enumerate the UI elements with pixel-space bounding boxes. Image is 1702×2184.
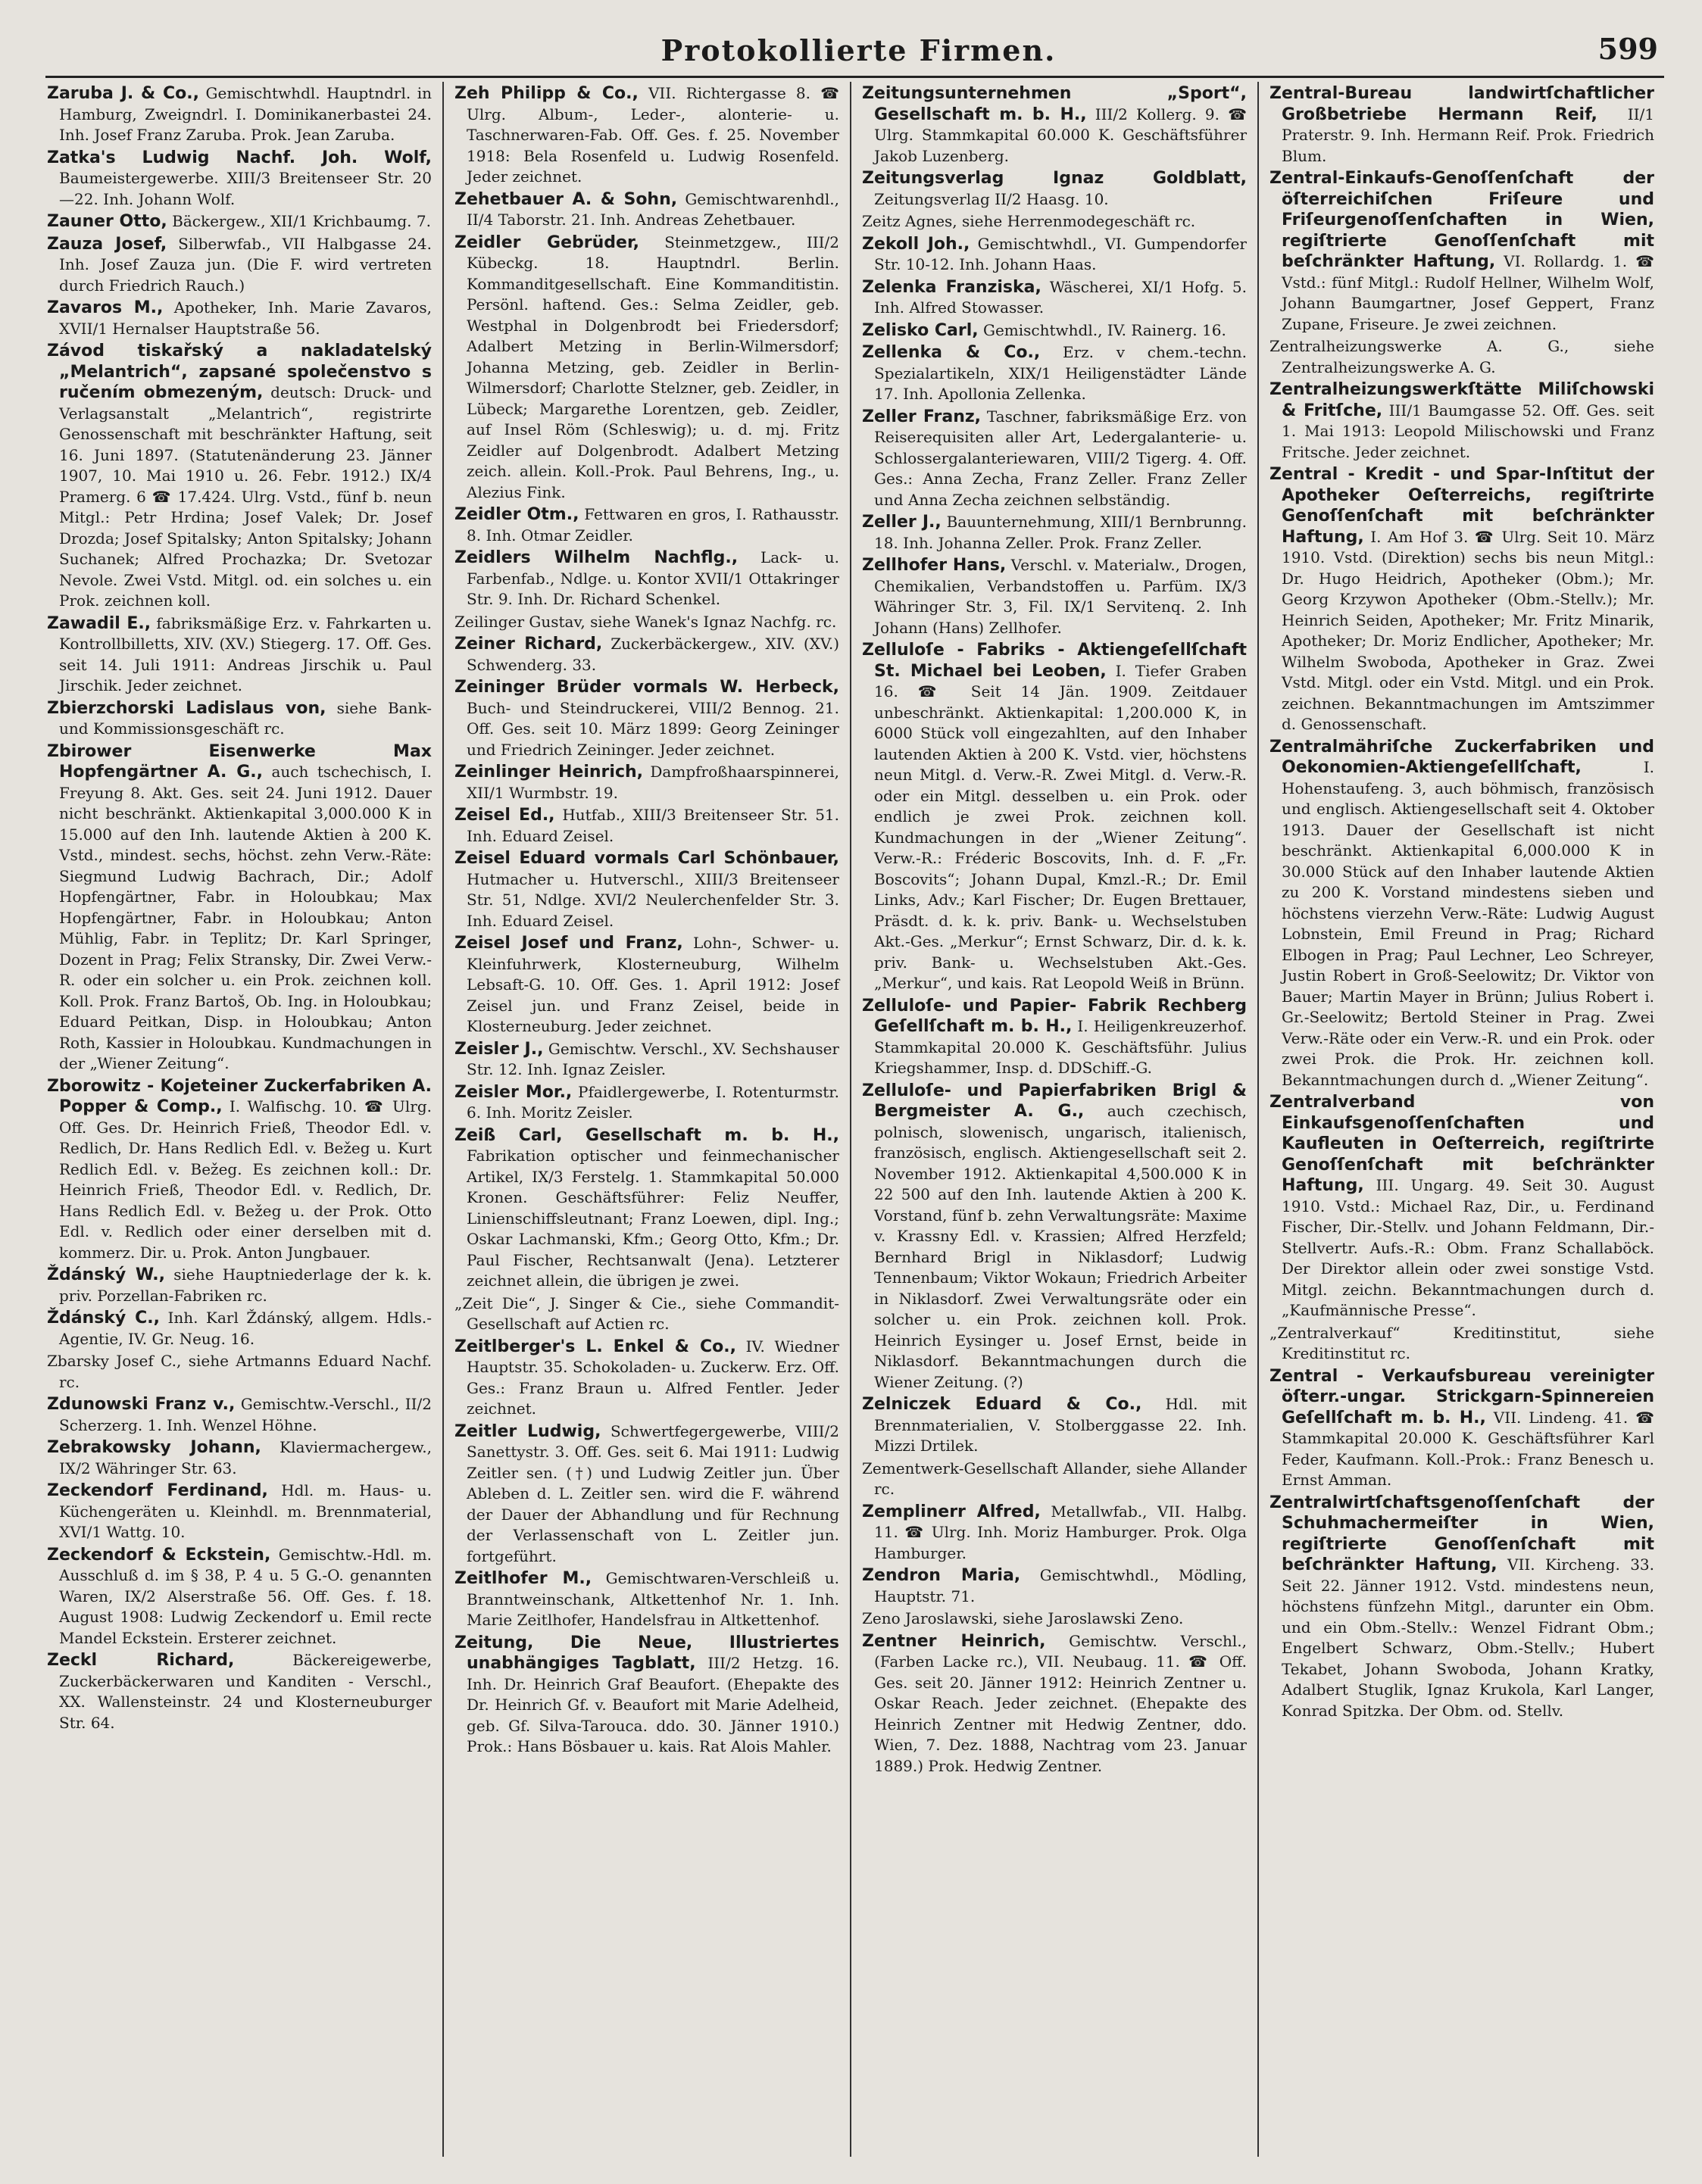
- firm-details: Gemischtwhdl. Hauptndrl. in Hamburg, Zweigndrl. I. Dominikanerbastei 24. Inh. Josef Franz Zaruba. Prok. Jean Zaruba.: [59, 84, 432, 144]
- firm-details: siehe Hauptniederlage der k. k. priv. Porzellan-Fabriken rc.: [59, 1265, 432, 1305]
- directory-entry: [862, 277, 1247, 319]
- firm-name: Zeh Philipp & Co.,: [454, 84, 639, 103]
- directory-columns: [44, 82, 1665, 2157]
- firm-name: Zeisler Mor.,: [454, 1082, 573, 1102]
- firm-details: Schwertfegergewerbe, VIII/2 Sanettystr. 3. Off. Ges. seit 6. Mai 1911: Ludwig Zeitler sen. (†) und Ludwig Zeitler jun. Über Ableben d. L. Zeitler sen. wird die F. während der Dauer der Abhandlung und für Rechnung der Verlassenschaft von L. Zeitler jun. fortgeführt.: [467, 1421, 839, 1565]
- directory-entry: [862, 1565, 1247, 1607]
- firm-name: Zekoll Joh.,: [862, 234, 970, 254]
- firm-name: Zeitlhofer M.,: [454, 1569, 592, 1588]
- firm-details: „Zeit Die“, J. Singer & Cie., siehe Commandit-Gesellschaft auf Actien rc.: [454, 1293, 839, 1333]
- firm-name: Zeisel Eduard vormals Carl Schönbauer,: [454, 849, 839, 868]
- firm-details: Lack- u. Farbenfab., Ndlge. u. Kontor XVII/1 Ottakringer Str. 9. Inh. Dr. Richard Schenkel.: [467, 548, 839, 608]
- firm-details: Gemischtw.-Verschl., II/2 Scherzerg. 1. Inh. Wenzel Höhne.: [59, 1395, 432, 1434]
- firm-details: Buch- und Steindruckerei, VIII/2 Bennog. 21. Off. Ges. seit 10. März 1899: Georg Zeininger und Friedrich Zeininger. Jeder zeichnet.: [467, 698, 839, 759]
- firm-details: Hutmacher u. Hutverschl., XIII/3 Breitenseer Str. 51, Ndlge. XVI/2 Neulerchenfelder Str. 3. Inh. Eduard Zeisel.: [467, 869, 839, 930]
- firm-details: I. Heiligenkreuzerhof. Stammkapital 20.000 K. Geschäftsführ. Julius Kriegshammer, Insp. d. DDSchiff.-G.: [874, 1017, 1247, 1077]
- directory-entry: [454, 1337, 839, 1420]
- firm-details: Gemischtw. Verschl., XV. Sechshauser Str. 12. Inh. Ignaz Zeisler.: [467, 1039, 839, 1078]
- firm-details: Gemischtw. Verschl., (Farben Lacke rc.), VII. Neubaug. 11. ☎ Off. Ges. seit 20. Jänner 1912: Heinrich Zentner u. Oskar Reach. Jeder zeichnet. (Ehepakte des Heinrich Zentner mit Hedwig Zentner, ddo. Wien, 7. Dez. 1888, Nachtrag vom 23. Januar 1889.) Prok. Hedwig Zentner.: [874, 1631, 1247, 1775]
- firm-name: Ždánský W.,: [47, 1265, 166, 1284]
- firm-details: VII. Kircheng. 33. Seit 22. Jänner 1912. Vstd. mindestens neun, höchstens fünfzehn Mitgl., darunter ein Obm. und ein Obm.-Stellv.: Wenzel Fidrant Obm.; Engelbert Schwarz, Obm.-Stellv.; Hubert Tekabet, Johann Swoboda, Johann Kratky, Adalbert Stuglik, Ignaz Krukola, Karl Langer, Konrad Spitzka. Der Obm. od. Stellv.: [1282, 1555, 1654, 1720]
- firm-details: Apotheker, Inh. Marie Zavaros, XVII/1 Hernalser Hauptstraße 56.: [59, 298, 432, 338]
- directory-entry: [862, 640, 1247, 994]
- directory-entry: [1269, 737, 1654, 1091]
- firm-name: Zentral-Bureau landwirtſchaftlicher Großbetriebe Hermann Reif,: [1269, 84, 1654, 124]
- directory-entry: [454, 805, 839, 847]
- page-header: [45, 27, 1672, 74]
- header-rule: [45, 76, 1664, 78]
- firm-name: Zentralwirtſchaftsgenoſſenſchaft der Schuhmachermeiſter in Wien, regiſtrierte Genoſſenſchaft mit beſchränkter Haftung,: [1269, 1493, 1654, 1574]
- firm-details: Gemischtwaren-Verschleiß u. Branntweinschank, Altkettenhof Nr. 1. Inh. Marie Zeitlhofer, Handelsfrau in Altkettenhof.: [467, 1569, 839, 1629]
- firm-details: IV. Wiedner Hauptstr. 35. Schokoladen- u. Zuckerw. Erz. Off. Ges.: Franz Braun u. Alfred Fentler. Jeder zeichnet.: [467, 1337, 839, 1418]
- directory-entry: [47, 298, 432, 339]
- firm-name: Zeiner Richard,: [454, 635, 603, 654]
- firm-details: deutsch: Druck- und Verlagsanstalt „Melantrich“, registrirte Genossenschaft mit beschränkter Haftung, seit 16. Juni 1897. (Statutenänderung 23. Jänner 1907, 10. Mai 1910 u. 26. Febr. 1912.) IX/4 Pramerg. 6 ☎ 17.424. Ulrg. Vstd., fünf b. neun Mitgl.: Petr Hrdina; Josef Valek; Dr. Josef Drozda; Josef Spitalsky; Anton Spitalsky; Johann Suchanek; Alfred Prochazka; Dr. Svetozar Nevole. Zwei Vstd. Mitgl. od. ein solches u. ein Prok. zeichnen koll.: [59, 383, 432, 610]
- firm-details: III/2 Kollerg. 9. ☎ Ulrg. Stammkapital 60.000 K. Geschäftsführer Jakob Luzenberg.: [874, 105, 1247, 165]
- firm-name: Zeitungsverlag Ignaz Goldblatt,: [862, 169, 1247, 188]
- firm-details: II/1 Praterstr. 9. Inh. Hermann Reif. Prok. Friedrich Blum.: [1282, 105, 1654, 165]
- firm-name: Zeitler Ludwig,: [454, 1421, 601, 1441]
- directory-entry: [47, 1480, 432, 1543]
- directory-entry: [47, 1265, 432, 1306]
- firm-details: Gemischtwhdl., Mödling, Hauptstr. 71.: [874, 1566, 1247, 1605]
- directory-entry: [454, 1633, 839, 1758]
- firm-name: Zdunowski Franz v.,: [47, 1395, 236, 1414]
- firm-name: Zeisel Ed.,: [454, 806, 555, 825]
- firm-name: Zelluloſe- und Papierfabriken Brigl & Bergmeister A. G.,: [862, 1081, 1247, 1121]
- firm-details: Zeilinger Gustav, siehe Wanek's Ignaz Nachfg. rc.: [454, 612, 837, 631]
- firm-details: „Zentralverkauf“ Kreditinstitut, siehe Kreditinstitut rc.: [1269, 1323, 1654, 1362]
- firm-name: Zbirower Eisenwerke Max Hopfengärtner A. G.,: [47, 741, 432, 782]
- firm-details: Dampfroßhaarspinnerei, XII/1 Wurmbstr. 19.: [467, 763, 839, 802]
- directory-entry: [47, 1076, 432, 1264]
- column-4: [1257, 82, 1665, 2157]
- firm-name: Zellhofer Hans,: [862, 556, 1007, 575]
- firm-details: Erz. v chem.-techn. Spezialartikeln, XIX/1 Heiligenstädter Lände 17. Inh. Apollonia Zellenka.: [874, 343, 1247, 403]
- firm-name: Zellenka & Co.,: [862, 343, 1041, 362]
- firm-details: I. Tiefer Graben 16. ☎ Seit 14 Jän. 1909. Zeitdauer unbeschränkt. Aktienkapital: 1,200.000 K, in 6000 Stück voll eingezahlten, auf den Inhaber lautenden Aktien à 200 K. Vstd. vier, höchstens neun Mitgl. d. Verw.-R. Zwei Mitgl. d. Verw.-R. oder ein Mitgl. desselben u. ein Prok. oder endlich je zwei Prok. zeichnen koll. Kundmachungen in der „Wiener Zeitung“. Verw.-R.: Fréderic Boscovits, Inh. d. F. „Fr. Boscovits“; Johann Dupal, Kmzl.-R.; Dr. Emil Links, Adv.; Karl Fischer; Dr. Eugen Brettauer, Präsdt. d. k. k. priv. Bank- u. Wechselstuben Akt.-Ges. „Merkur“; Ernst Schwarz, Dir. d. k. k. priv. Bank- u. Wechselstuben Akt.-Ges. „Merkur“, und kais. Rat Leopold Weiß in Brünn.: [874, 661, 1247, 992]
- firm-details: Metallwfab., VII. Halbg. 11. ☎ Ulrg. Inh. Moriz Hamburger. Prok. Olga Hamburger.: [874, 1502, 1247, 1562]
- firm-name: Zelenka Franziska,: [862, 277, 1041, 297]
- firm-name: Zentralmähriſche Zuckerfabriken und Oekonomien-Aktiengeſellſchaft,: [1269, 737, 1654, 777]
- directory-entry: [1269, 168, 1654, 335]
- directory-entry: [862, 168, 1247, 210]
- firm-name: Zborowitz - Kojeteiner Zuckerfabriken A. Popper & Comp.,: [47, 1076, 432, 1116]
- directory-entry: [454, 1082, 839, 1124]
- firm-details: Zeno Jaroslawski, siehe Jaroslawski Zeno.: [862, 1609, 1184, 1627]
- directory-entry: [862, 1608, 1247, 1630]
- column-3: [850, 82, 1257, 2157]
- firm-details: fabriksmäßige Erz. v. Fahrkarten u. Kontrollbilletts, XIV. (XV.) Stiegerg. 17. Off. Ges. seit 14. Juli 1911: Andreas Jirschik u. Paul Jirschik. Jeder zeichnet.: [59, 613, 432, 694]
- firm-name: Závod tiskařský a nakladatelský „Melantrich“, zapsané společenstvo s ručením obmezeným,: [47, 342, 432, 402]
- firm-details: Gemischtwhdl., IV. Rainerg. 16.: [978, 320, 1226, 339]
- firm-name: Zeidlers Wilhelm Nachflg.,: [454, 548, 739, 567]
- firm-name: Zbierzchorski Ladislaus von,: [47, 698, 326, 718]
- directory-entry: [1269, 1493, 1654, 1722]
- directory-entry: [1269, 336, 1654, 378]
- directory-entry: [47, 698, 432, 740]
- directory-entry: [862, 320, 1247, 342]
- firm-name: Zentralverband von Einkaufsgenoſſenſchaften und Kaufleuten in Oeſterreich, regiſtrirte Genoſſenſchaft mit beſchränkter Haftung,: [1269, 1093, 1654, 1195]
- firm-name: Zawadil E.,: [47, 613, 151, 633]
- firm-details: Bäckergew., XII/1 Krichbaumg. 7.: [167, 212, 431, 230]
- directory-entry: [862, 1502, 1247, 1565]
- firm-details: I. Walfischg. 10. ☎ Ulrg. Off. Ges. Dr. Heinrich Frieß, Theodor Edl. v. Redlich, Dr. Hans Redlich Edl. v. Bežeg u. Kurt Redlich Edl. v. Bežeg. Es zeichnen koll.: Dr. Heinrich Frieß, Theodor Edl. v. Redlich, Dr. Hans Redlich Edl. v. Bežeg u. der Prok. Otto Edl. v. Redlich oder einer derselben mit d. kommerz. Dir. u. Prok. Anton Jungbauer.: [59, 1097, 432, 1262]
- firm-details: Zuckerbäckergew., XIV. (XV.) Schwenderg. 33.: [467, 635, 840, 674]
- firm-details: Verschl. v. Materialw., Drogen, Chemikalien, Verbandstoffen u. Parfüm. IX/3 Währinger Str. 3, Fil. IX/1 Servitenq. 2. Inh Johann (Hans) Zellhofer.: [874, 556, 1247, 637]
- directory-entry: [47, 341, 432, 612]
- firm-details: Gemischtwarenhdl., II/4 Taborstr. 21. Inh. Andreas Zehetbauer.: [467, 189, 839, 229]
- firm-details: Gemischtwhdl., VI. Gumpendorfer Str. 10-12. Inh. Johann Haas.: [874, 234, 1247, 273]
- firm-details: III. Ungarg. 49. Seit 30. August 1910. Vstd.: Michael Raz, Dir., u. Ferdinand Fischer, Dir.-Stellv. und Johann Feldmann, Dir.-Stellvertr. Aufs.-R.: Obm. Franz Schallaböck. Der Direktor allein oder zwei sonstige Vstd. Mitgl. zeichn. Bekanntmachungen durch d. „Kaufmännische Presse“.: [1282, 1176, 1654, 1319]
- directory-entry: [862, 1459, 1247, 1500]
- directory-entry: [454, 933, 839, 1037]
- directory-entry: [454, 1568, 839, 1631]
- firm-name: Zelniczek Eduard & Co.,: [862, 1395, 1142, 1414]
- directory-entry: [1269, 464, 1654, 735]
- firm-details: Wäscherei, XI/1 Hofg. 5. Inh. Alfred Stowasser.: [874, 277, 1248, 317]
- firm-details: Baumeistergewerbe. XIII/3 Breitenseer Str. 20—22. Inh. Johann Wolf.: [59, 169, 432, 208]
- firm-details: Gemischtw.-Hdl. m. Ausschluß d. im § 38, P. 4 u. 5 G.-O. genannten Waren, IX/2 Alserstraße 56. Off. Ges. f. 18. August 1908: Ludwig Zeckendorf u. Emil recte Mandel Eckstein. Ersterer zeichnet.: [59, 1545, 432, 1647]
- directory-entry: [454, 83, 839, 188]
- firm-name: Zentralheizungswerkſtätte Miliſchowski & Fritſche,: [1269, 380, 1654, 420]
- directory-entry: [454, 548, 839, 610]
- directory-entry: [454, 634, 839, 675]
- directory-entry: [1269, 1323, 1654, 1365]
- firm-details: Zeitungsverlag II/2 Haasg. 10.: [874, 189, 1109, 208]
- firm-name: Zeckendorf Ferdinand,: [47, 1481, 268, 1500]
- directory-entry: [862, 1394, 1247, 1457]
- directory-entry: [454, 189, 839, 231]
- firm-name: Zeisel Josef und Franz,: [454, 934, 683, 953]
- firm-details: Steinmetzgew., III/2 Kübeckg. 18. Hauptndrl. Berlin. Kommanditgesellschaft. Eine Kommanditistin. Persönl. haftend. Ges.: Selma Zeidler, geb. Westphal in Dolgenbrodt bei Friedersdorf; Adalbert Metzing in Berlin-Wilmersdorf; Johanna Metzing, geb. Zeidler in Berlin-Wilmersdorf; Charlotte Stelzner, geb. Zeidler, in Lübeck; Margarethe Lorentzen, geb. Zeidler, auf Insel Röm (Schleswig); u. d. mj. Fritz Zeidler auf Dolgenbrodt. Adalbert Metzing zeich. allein. Koll.-Prok. Paul Behrens, Ing., u. Alezius Fink.: [467, 232, 839, 501]
- firm-details: siehe Bank- und Kommissionsgeschäft rc.: [59, 698, 432, 738]
- directory-entry: [47, 1650, 432, 1733]
- firm-details: Hdl. m. Haus- u. Küchengeräten u. Kleinhdl. m. Brennmaterial, XVI/1 Wattg. 10.: [59, 1481, 433, 1541]
- firm-name: Zemplinerr Alfred,: [862, 1502, 1041, 1521]
- firm-name: Zeitlberger's L. Enkel & Co.,: [454, 1337, 736, 1356]
- firm-details: Taschner, fabriksmäßige Erz. von Reiserequisiten aller Art, Ledergalanterie- u. Schlossergalanteriewaren, VIII/2 Tigerg. 4. Off. Ges.: Anna Zecha, Franz Zeller. Franz Zeller und Anna Zecha zeichnen selbständig.: [874, 407, 1247, 509]
- firm-name: Zeller Franz,: [862, 407, 982, 426]
- firm-details: Zeitz Agnes, siehe Herrenmodegeschäft rc.: [862, 212, 1196, 230]
- firm-name: Zeckl Richard,: [47, 1651, 235, 1670]
- firm-details: Bauunternehmung, XIII/1 Bernbrunng. 18. Inh. Johanna Zeller. Prok. Franz Zeller.: [874, 513, 1247, 552]
- firm-name: Zelluloſe- und Papier- Fabrik Rechberg Geſellſchaft m. b. H.,: [862, 996, 1247, 1036]
- firm-details: Klaviermachergew., IX/2 Währinger Str. 63.: [59, 1438, 432, 1477]
- firm-name: Zehetbauer A. & Sohn,: [454, 189, 678, 209]
- directory-entry: [47, 211, 432, 232]
- directory-entry: [862, 234, 1247, 276]
- firm-details: auch tschechisch, I. Freyung 8. Akt. Ges. seit 24. Juni 1912. Dauer nicht beschränkt. Aktienkapital 3,000.000 K in 15.000 auf den Inh. lautende Aktien à 200 K. Vstd., mindest. sechs, höchst. zehn Verw.-Räte: Siegmund Ludwig Bachrach, Dir.; Adolf Hopfengärtner, Fabr. in Holoubkau; Max Hopfengärtner, Fabr. in Holoubkau; Anton Mühlig, Fabr. in Teplitz; Dr. Karl Springer, Dozent in Prag; Felix Stransky, Dir. Zwei Verw.-R. oder ein solcher u. ein Prok. zeichnen koll. Koll. Prok. Franz Bartoš, Ob. Ing. in Holoubkau; Eduard Peitkan, Disp. in Holoubkau; Anton Roth, Kassier in Holoubkau. Kundmachungen in der „Wiener Zeitung“.: [59, 763, 432, 1072]
- directory-entry: [47, 1437, 432, 1479]
- firm-details: VII. Lindeng. 41. ☎ Stammkapital 20.000 K. Geschäftsführer Karl Feder, Kaufmann. Koll.-Prok.: Franz Benesch u. Ernst Amman.: [1282, 1408, 1654, 1489]
- directory-entry: [47, 83, 432, 146]
- directory-entry: [1269, 1092, 1654, 1321]
- firm-details: III/2 Hetzg. 16. Inh. Dr. Heinrich Graf Beaufort. (Ehepakte des Dr. Heinrich Gf. v. Beaufort mit Marie Adelheid, geb. Gf. Silva-Tarouca. ddo. 30. Jänner 1910.) Prok.: Hans Bösbauer u. kais. Rat Alois Mahler.: [467, 1654, 839, 1755]
- firm-details: Zementwerk-Gesellschaft Allander, siehe Allander rc.: [862, 1459, 1247, 1498]
- directory-entry: [862, 1081, 1247, 1393]
- directory-entry: [862, 342, 1247, 405]
- directory-entry: [47, 1545, 432, 1649]
- firm-details: I. Am Hof 3. ☎ Ulrg. Seit 10. März 1910. Vstd. (Direktion) sechs bis neun Mitgl.: Dr. Hugo Heidrich, Apotheker (Obm.); Mr. Georg Krzywon Apotheker (Obm.-Stellv.); Mr. Heinrich Seiden, Apotheker; Mr. Fritz Minarik, Apotheker; Dr. Moriz Endlicher, Apotheker; Mr. Wilhelm Swoboda, Apotheker in Graz. Zwei Vstd. Mitgl. oder ein Vstd. Mitgl. und ein Prok. zeichnen. Bekanntmachungen im Amtszimmer d. Genossenschaft.: [1282, 527, 1654, 733]
- directory-entry: [454, 612, 839, 633]
- firm-details: VII. Richtergasse 8. ☎ Ulrg. Album-, Leder-, alonterie- u. Taschnerwaren-Fab. Off. Ges. f. 25. November 1918: Bela Rosenfeld u. Ludwig Rosenfeld. Jeder zeichnet.: [467, 84, 840, 186]
- directory-entry: [1269, 379, 1654, 463]
- firm-details: I. Hohenstaufeng. 3, auch böhmisch, französisch und englisch. Aktiengesellschaft seit 4. Oktober 1913. Dauer der Gesellschaft ist nicht beschränkt. Aktienkapital 6,000.000 K in 30.000 Stück auf den Inhaber lautende Aktien zu 200 K. Vorstand mindestens sieben und höchstens vierzehn Verw.-Räte: Ludwig August Lobnstein, Emil Freund in Prag; Richard Elbogen in Prag; Paul Lechner, Leo Schreyer, Justin Robert in Groß-Seelowitz; Dr. Viktor von Bauer; Martin Mayer in Brünn; Julius Robert i. Gr.-Seelowitz; Bertold Steiner in Prag. Zwei Verw.-Räte oder ein Verw.-R. und ein Prok. oder zwei Prok. die Prok. Hr. zeichnen koll. Bekanntmachungen durch d. „Wiener Zeitung“.: [1282, 758, 1654, 1089]
- firm-details: Fettwaren en gros, I. Rathausstr. 8. Inh. Otmar Zeidler.: [467, 505, 839, 544]
- firm-name: Zatka's Ludwig Nachf. Joh. Wolf,: [47, 148, 432, 167]
- firm-name: Zelisko Carl,: [862, 320, 979, 340]
- firm-name: Zeller J.,: [862, 513, 942, 532]
- directory-entry: [862, 83, 1247, 167]
- firm-name: Zeiß Carl, Gesellschaft m. b. H.,: [454, 1125, 839, 1145]
- firm-name: Zeininger Brüder vormals W. Herbeck,: [454, 678, 839, 697]
- firm-name: Zeidler Otm.,: [454, 505, 579, 524]
- firm-name: Zentner Heinrich,: [862, 1631, 1046, 1651]
- firm-details: Hdl. mit Brennmaterialien, V. Stolberggasse 22. Inh. Mizzi Drtilek.: [874, 1395, 1247, 1455]
- directory-entry: [862, 1631, 1247, 1777]
- firm-details: Lohn-, Schwer- u. Kleinfuhrwerk, Klosterneuburg, Wilhelm Lebsaft-G. 10. Off. Ges. 1. April 1912: Josef Zeisel jun. und Franz Zeisel, beide in Klosterneuburg. Jeder zeichnet.: [467, 934, 839, 1035]
- firm-name: Zavaros M.,: [47, 298, 164, 317]
- directory-entry: [454, 677, 839, 760]
- firm-name: Zauza Josef,: [47, 234, 167, 254]
- firm-details: Hutfab., XIII/3 Breitenseer Str. 51. Inh. Eduard Zeisel.: [467, 806, 840, 845]
- directory-entry: [47, 234, 432, 297]
- firm-name: Zeidler Gebrüder,: [454, 232, 639, 252]
- directory-entry: [454, 1293, 839, 1335]
- directory-entry: [454, 848, 839, 931]
- page-title: Protokollierte Firmen.: [661, 33, 1057, 67]
- directory-entry: [454, 504, 839, 546]
- directory-entry: [862, 211, 1247, 232]
- directory-entry: [454, 232, 839, 504]
- firm-name: Zebrakowsky Johann,: [47, 1438, 261, 1457]
- firm-details: Zbarsky Josef C., siehe Artmanns Eduard Nachf. rc.: [47, 1352, 432, 1391]
- directory-entry: [47, 148, 432, 211]
- directory-entry: [862, 996, 1247, 1079]
- firm-name: Zeisler J.,: [454, 1039, 544, 1059]
- firm-name: Ždánský C.,: [47, 1309, 160, 1328]
- firm-name: Zeitungsunternehmen „Sport“, Gesellschaft m. b. H.,: [862, 84, 1247, 124]
- firm-name: Zelluloſe - Fabriks - Aktiengeſellſchaft St. Michael bei Leoben,: [862, 641, 1247, 681]
- directory-entry: [454, 1125, 839, 1292]
- firm-details: VI. Rollardg. 1. ☎ Vstd.: fünf Mitgl.: Rudolf Hellner, Wilhelm Wolf, Johann Baumgartner, Josef Geppert, Franz Zupane, Friseure. Je zwei zeichnen.: [1282, 252, 1654, 333]
- firm-name: Zentral - Kredit - und Spar-Inſtitut der Apotheker Oeſterreichs, regiſtrirte Genoſſenſchaft mit beſchränkter Haftung,: [1269, 465, 1654, 547]
- firm-details: Zentralheizungswerke A. G., siehe Zentralheizungswerke A. G.: [1269, 337, 1654, 376]
- firm-details: III/1 Baumgasse 52. Off. Ges. seit 1. Mai 1913: Leopold Milischowski und Franz Fritsche. Jeder zeichnet.: [1282, 401, 1654, 461]
- directory-entry: [454, 1039, 839, 1081]
- firm-name: Zeitung, Die Neue, Illustriertes unabhängiges Tagblatt,: [454, 1633, 839, 1673]
- firm-name: Zendron Maria,: [862, 1566, 1021, 1585]
- firm-name: Zentral - Verkaufsbureau vereinigter öſterr.-ungar. Strickgarn-Spinnereien Geſellſchaft m. b. H.,: [1269, 1366, 1654, 1427]
- directory-entry: [862, 555, 1247, 638]
- directory-entry: [47, 1308, 432, 1349]
- page-number: 599: [1597, 32, 1658, 66]
- directory-entry: [454, 762, 839, 803]
- firm-name: Zeckendorf & Eckstein,: [47, 1545, 271, 1565]
- firm-name: Zentral-Einkaufs-Genoſſenſchaft der öſterreichiſchen Friſeure und Friſeurgenoſſenſchaften in Wien, regiſtrierte Genoſſenſchaft mit beſchränkter Haftung,: [1269, 169, 1654, 271]
- firm-name: Zeinlinger Heinrich,: [454, 763, 644, 782]
- directory-entry: [47, 613, 432, 697]
- directory-entry: [47, 1351, 432, 1393]
- column-2: [442, 82, 850, 2157]
- directory-entry: [1269, 83, 1654, 167]
- firm-name: Zauner Otto,: [47, 212, 167, 231]
- directory-entry: [47, 741, 432, 1075]
- firm-name: Zaruba J. & Co.,: [47, 84, 200, 103]
- directory-entry: [1269, 1366, 1654, 1491]
- firm-details: Bäckereigewerbe, Zuckerbäckerwaren und Kanditen - Verschl., XX. Wallensteinstr. 24 und Klosterneuburger Str. 64.: [59, 1651, 432, 1732]
- firm-details: Pfaidlergewerbe, I. Rotenturmstr. 6. Inh. Moritz Zeisler.: [467, 1082, 839, 1122]
- directory-entry: [47, 1394, 432, 1436]
- directory-entry: [862, 407, 1247, 511]
- directory-entry: [862, 512, 1247, 554]
- firm-details: Fabrikation optischer und feinmechanischer Artikel, IX/3 Ferstelg. 1. Stammkapital 50.000 Kronen. Geschäftsführer: Feliz Neuffer, Linienschiffsleutnant; Franz Loewen, dipl. Ing.; Oskar Lachmanski, Kfm.; Georg Otto, Kfm.; Dr. Paul Fischer, Rechtsanwalt (Jena). Letzterer zeichnet allein, die übrigen je zwei.: [467, 1147, 839, 1290]
- firm-details: Inh. Karl Ždánský, allgem. Hdls.-Agentie, IV. Gr. Neug. 16.: [59, 1309, 433, 1348]
- firm-details: Silberwfab., VII Halbgasse 24. Inh. Josef Zauza jun. (Die F. wird vertreten durch Friedrich Rauch.): [59, 234, 433, 295]
- firm-details: auch czechisch, polnisch, slowenisch, ungarisch, italienisch, französisch, englisch. Aktiengesellschaft seit 2. November 1912. Aktienkapital 4,500.000 K in 22 500 auf den Inh. lautende Aktien à 200 K. Vorstand, fünf b. zehn Verwaltungsräte: Maxime v. Krassny Edl. v. Krassien; Alfred Herzfeld; Bernhard Brigl in Niklasdorf; Ludwig Tennenbaum; Viktor Wokaun; Friedrich Arbeiter in Niklasdorf. Zwei Verwaltungsräte oder ein solcher u. ein Prok. zeichnen koll. Prok. Heinrich Eysinger u. Josef Ernst, beide in Niklasdorf. Bekanntmachungen durch die Wiener Zeitung. (?): [874, 1102, 1248, 1391]
- directory-entry: [454, 1421, 839, 1568]
- column-1: [44, 82, 442, 2157]
